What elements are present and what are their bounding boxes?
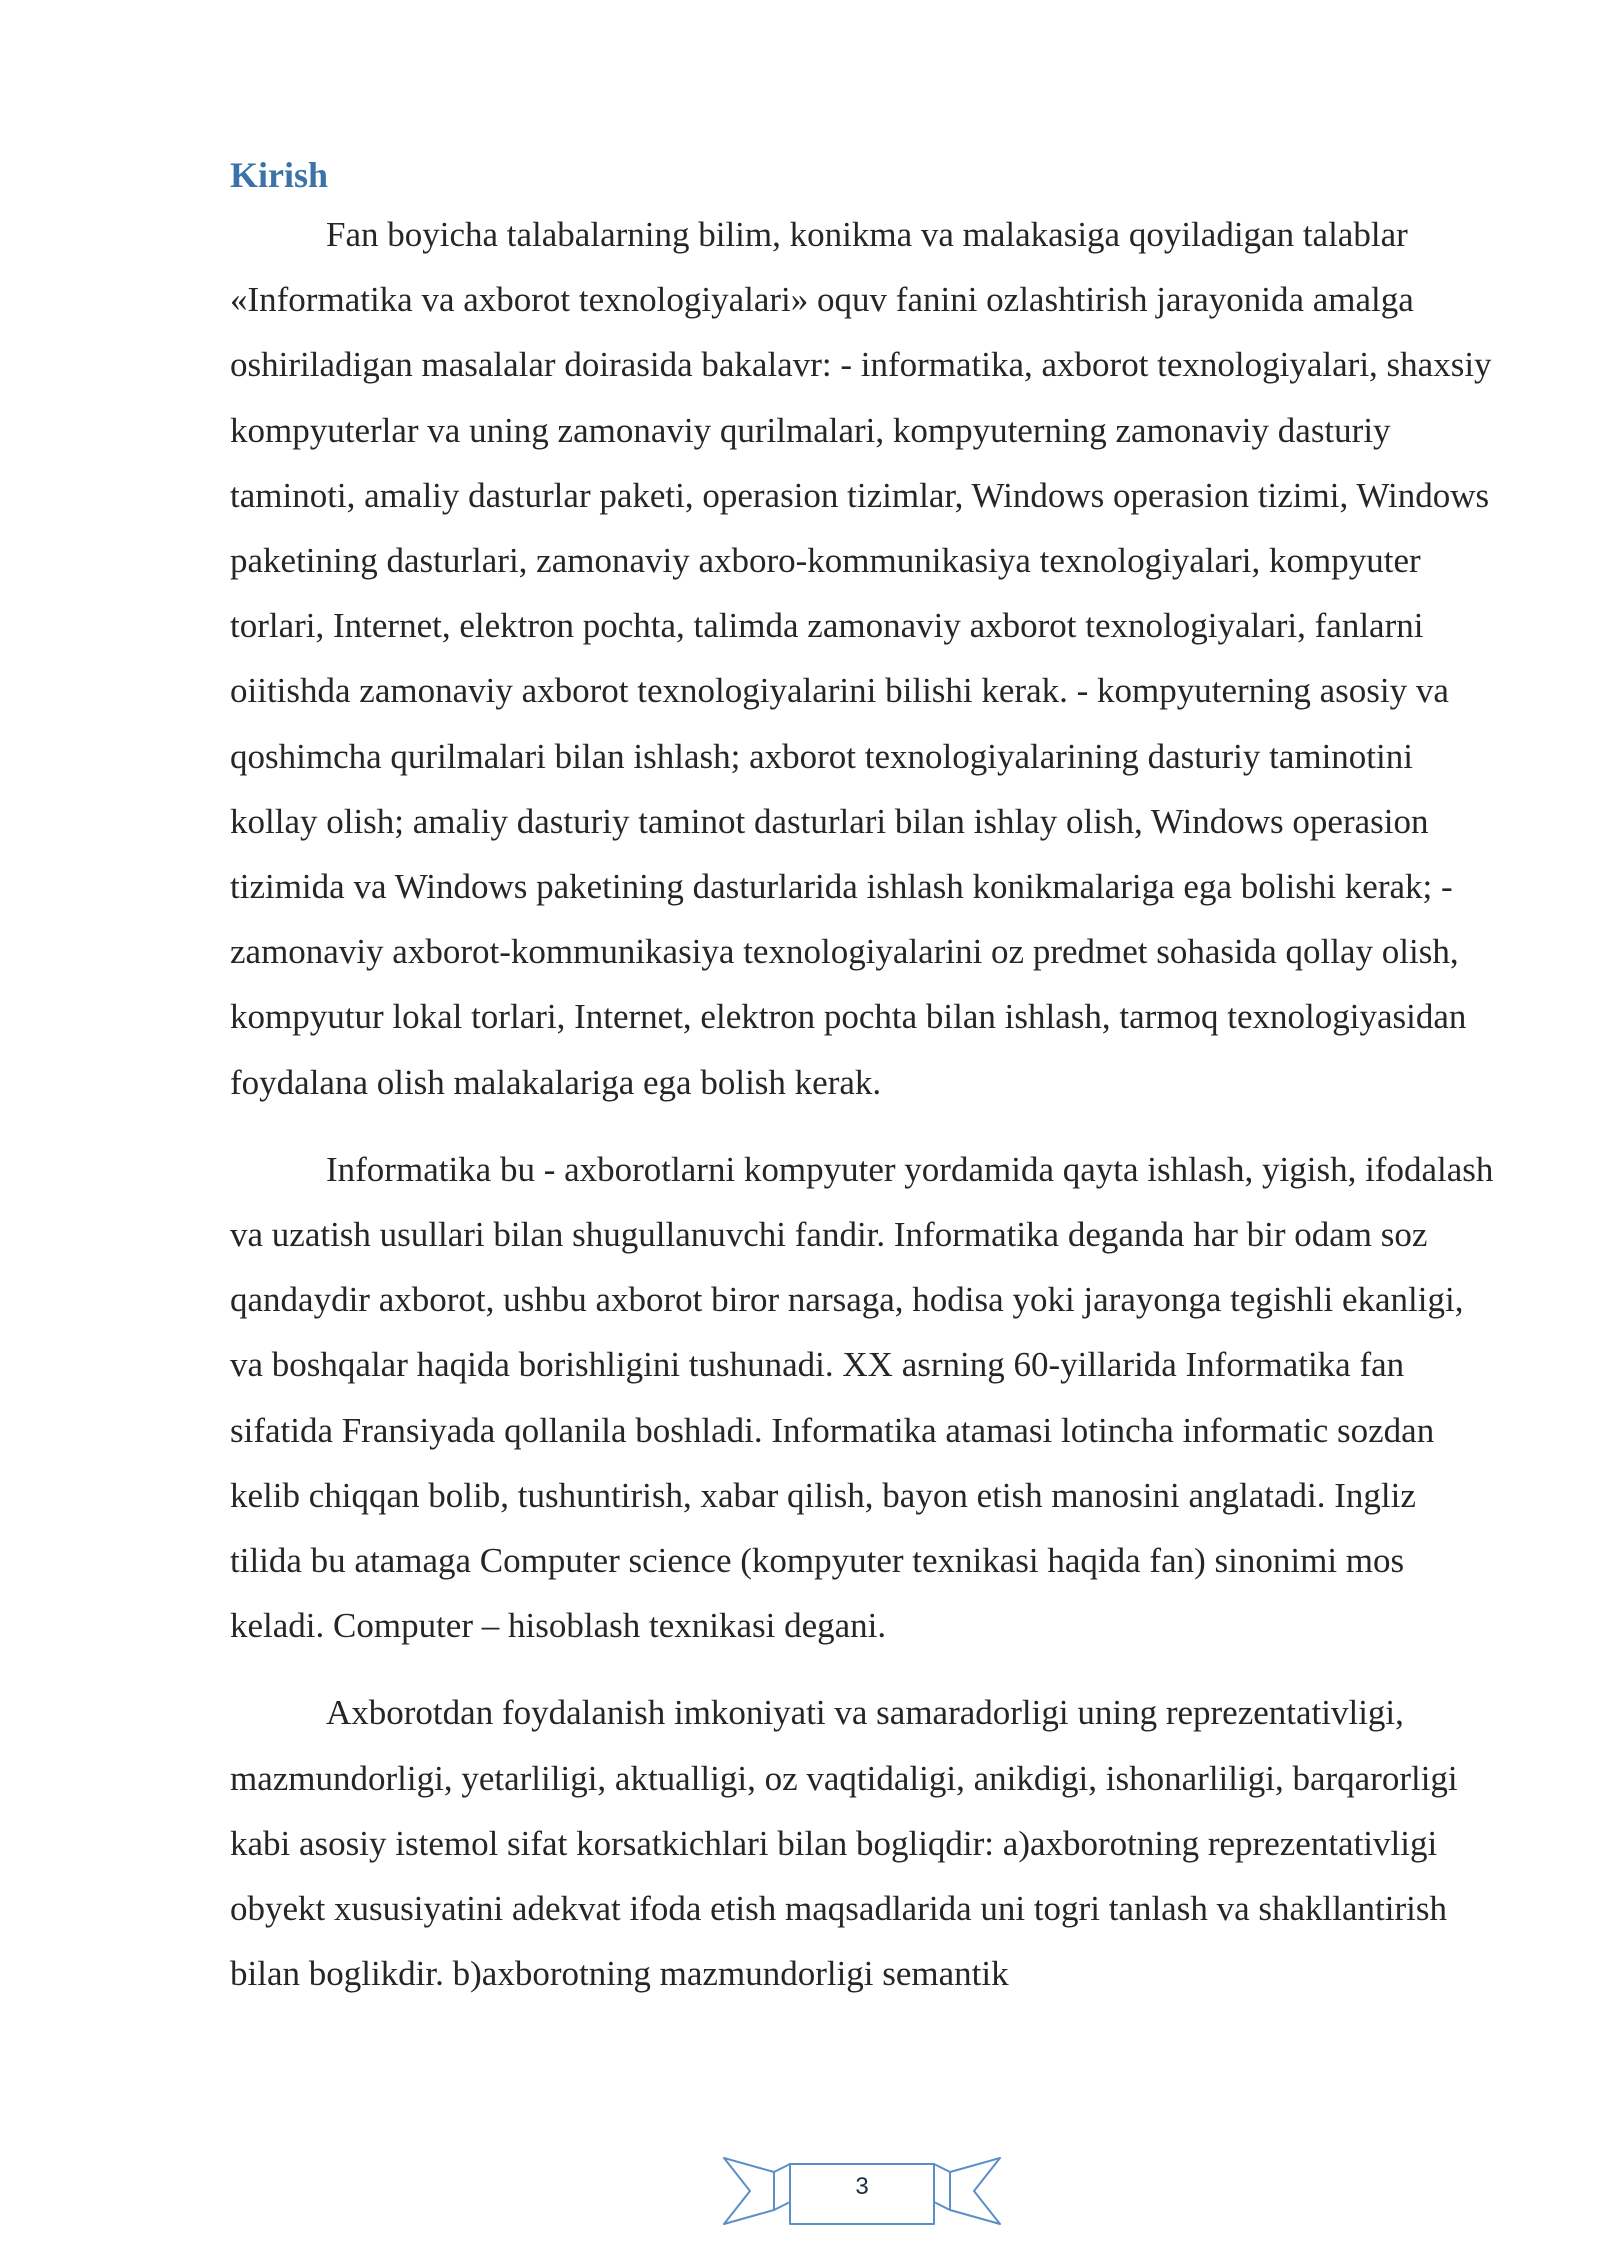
page-number: 3 xyxy=(855,2173,869,2200)
section-heading: Kirish xyxy=(230,155,329,195)
paragraph-3: Axborotdan foydalanish imkoniyati va samaradorligi uning reprezentativligi, mazmundorligi, yetarliligi, aktualligi, oz vaqtidaligi, anikdigi, ishonarliligi, barqarorligi kabi asosiy istemol sifat korsatkichlari bilan bogliqdir: a)axborotning reprezentativligi obyekt xususiyatini adekvat ifoda etish maqsadlarida uni togri tanlash va shakllantirish bilan boglikdir. b)axborotning mazmundorligi semantik xyxy=(230,1693,1458,1994)
paragraph-1: Fan boyicha talabalarning bilim, konikma va malakasiga qoyiladigan talablar «Informatika va axborot texnologiyalari» oquv fanini ozlashtirish jarayonida amalga oshiriladigan masalalar doirasida bakalavr: - informatika, axborot texnologiyalari, shaxsiy kompyuterlar va uning zamonaviy qurilmalari, kompyuterning zamonaviy dasturiy taminoti, amaliy dasturlar paketi, operasion tizimlar, Windows operasion tizimi, Windows paketining dasturlari, zamonaviy axboro-kommunikasiya texnologiyalari, kompyuter torlari, Internet, elektron pochta, talimda zamonaviy axborot texnologiyalari, fanlarni oiitishda zamonaviy axborot texnologiyalarini bilishi kerak. - kompyuterning asosiy va qoshimcha qurilmalari bilan ishlash; axborot texnologiyalarining dasturiy taminotini kollay olish; amaliy dasturiy taminot dasturlari bilan ishlay olish, Windows operasion tizimida va Windows paketining dasturlarida ishlash konikmalariga ega bolishi kerak; - zamonaviy axborot-kommunikasiya texnologiyalarini oz predmet sohasida qollay olish, kompyutur lokal torlari, Internet, elektron pochta bilan ishlash, tarmoq texnologiyasidan foydalana olish malakalariga ega bolish kerak. xyxy=(230,215,1492,1102)
page-content xyxy=(230,148,1495,2006)
page-footer xyxy=(722,2150,1002,2232)
paragraph-2: Informatika bu - axborotlarni kompyuter yordamida qayta ishlash, yigish, ifodalash va uzatish usullari bilan shugullanuvchi fandir. Informatika deganda har bir odam soz qandaydir axborot, ushbu axborot biror narsaga, hodisa yoki jarayonga tegishli ekanligi, va boshqalar haqida borishligini tushunadi. XX asrning 60-yillarida Informatika fan sifatida Fransiyada qollanila boshladi. Informatika atamasi lotincha informatic sozdan kelib chiqqan bolib, tushuntirish, xabar qilish, bayon etish manosini anglatadi. Ingliz tilida bu atamaga Computer science (kompyuter texnikasi haqida fan) sinonimi mos keladi. Computer – hisoblash texnikasi degani. xyxy=(230,1149,1494,1646)
